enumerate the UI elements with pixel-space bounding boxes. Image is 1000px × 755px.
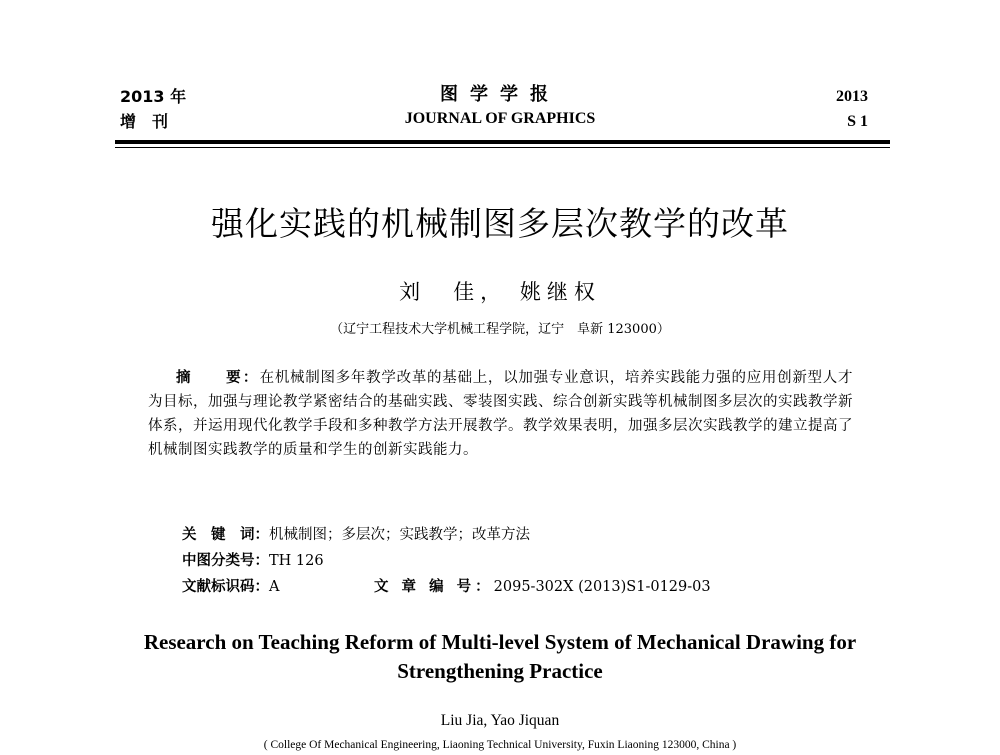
- header-year-left: 2013 年: [120, 87, 187, 106]
- article-number-row: [374, 575, 711, 599]
- abstract: [148, 366, 853, 462]
- header-year-right: 2013: [836, 88, 868, 105]
- clc-value: TH 126: [269, 553, 324, 569]
- paper-affiliation-cn: （辽宁工程技术大学机械工程学院，辽宁 阜新 123000）: [330, 322, 670, 337]
- keywords-label: 关 键 词：: [182, 527, 269, 543]
- abstract-text: 在机械制图多年教学改革的基础上，以加强专业意识，培养实践能力强的应用创新型人才为目标，加强与理论教学紧密结合的基础实践、零装图实践、综合创新实践等机械制图多层次的实践教学新体系，并运用现代化教学手段和多种教学方法开展教学。教学效果表明，加强多层次实践教学的建立提高了机械制图实践教学的质量和学生的创新实践能力。: [148, 370, 854, 458]
- header-right: [836, 84, 868, 134]
- keywords-value: 机械制图；多层次；实践教学；改革方法: [269, 527, 530, 543]
- doc-code-value: A: [269, 579, 280, 595]
- paper-title-en-line2: Strengthening Practice: [397, 659, 603, 683]
- paper-title-en: [0, 628, 1000, 686]
- doc-code-label: 文献标识码：: [182, 579, 269, 595]
- paper-authors-en: Liu Jia, Yao Jiquan: [440, 712, 560, 729]
- article-number-value: 2095-302X (2013)S1-0129-03: [493, 579, 711, 595]
- header-issue-left: 增 刊: [120, 112, 169, 131]
- header-issue-right: S 1: [847, 113, 868, 130]
- paper-title-cn: 强化实践的机械制图多层次教学的改革: [211, 204, 789, 243]
- abstract-label: 摘 要：: [176, 370, 260, 386]
- journal-name-en: JOURNAL OF GRAPHICS: [404, 110, 596, 127]
- clc-row: [182, 549, 882, 573]
- header-rule-thick: [115, 140, 890, 144]
- paper-affiliation-en: ( College Of Mechanical Engineering, Liaoning Technical University, Fuxin Liaoning 123000, China ): [263, 739, 737, 751]
- journal-name-cn: 图学学报: [440, 84, 560, 105]
- header-rule-thin: [115, 147, 890, 148]
- paper-authors-cn: 刘 佳， 姚继权: [399, 280, 601, 304]
- paper-title-en-line1: Research on Teaching Reform of Multi-level System of Mechanical Drawing for: [143, 630, 857, 654]
- clc-label: 中图分类号：: [182, 553, 269, 569]
- keywords-row: [182, 523, 882, 547]
- article-number-label: 文 章 编 号：: [374, 579, 494, 595]
